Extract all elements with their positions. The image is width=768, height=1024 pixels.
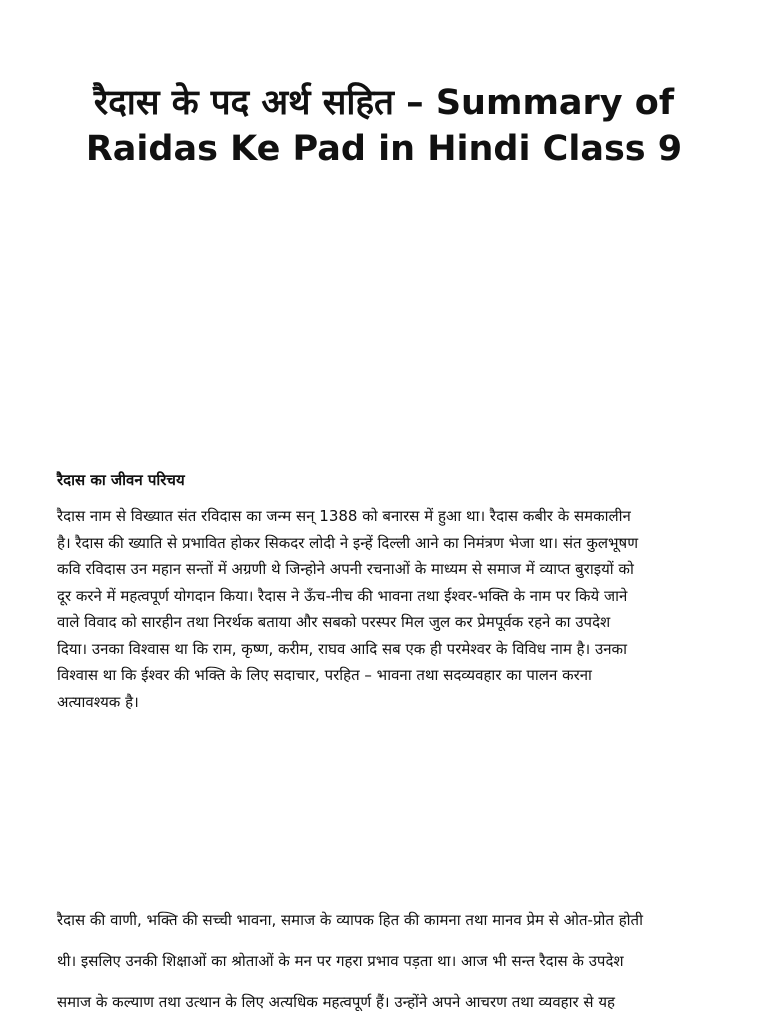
paragraph-line: वाले विवाद को सारहीन तथा निरर्थक बताया और सबको परस्पर मिल जुल कर प्रेमपूर्वक रहने का उपदेश	[57, 613, 611, 631]
paragraph-line: विश्वास था कि ईश्वर की भक्ति के लिए सदाचार, परहित – भावना तथा सदव्यवहार का पालन करना	[57, 666, 592, 684]
paragraph-line: अत्यावश्यक है।	[57, 692, 139, 711]
paragraph-line: है। रैदास की ख्याति से प्रभावित होकर सिकदर लोदी ने इन्हें दिल्ली आने का निमंत्रण भेजा था। संत कुलभूषण	[57, 533, 639, 552]
paragraph-line: थी। इसलिए उनकी शिक्षाओं का श्रोताओं के मन पर गहरा प्रभाव पड़ता था। आज भी सन्त रैदास के उपदेश	[57, 952, 624, 970]
page-title: रैदास के पद अर्थ सहित – Summary of Raidas Ke Pad in Hindi Class 9	[85, 83, 683, 169]
section-heading: रैदास का जीवन परिचय	[57, 471, 185, 489]
teachings-paragraph	[57, 900, 707, 1023]
paragraph-line: रैदास की वाणी, भक्ति की सच्ची भावना, समाज के व्यापक हित की कामना तथा मानव प्रेम से ओत-प्रोत होती	[57, 911, 643, 929]
biography-paragraph	[57, 503, 707, 715]
paragraph-line: दूर करने में महत्वपूर्ण योगदान किया। रैदास ने ऊँच-नीच की भावना तथा ईश्वर-भक्ति के नाम पर किये जाने	[57, 586, 628, 605]
paragraph-line: रैदास नाम से विख्यात संत रविदास का जन्म सन् 1388 को बनारस में हुआ था। रैदास कबीर के समकालीन	[57, 507, 631, 525]
paragraph-line: कवि रविदास उन महान सन्तों में अग्रणी थे जिन्होने अपनी रचनाओं के माध्यम से समाज में व्याप्त बुराइयों को	[57, 560, 634, 578]
paragraph-line: दिया। उनका विश्वास था कि राम, कृष्ण, करीम, राघव आदि सब एक ही परमेश्वर के विविध नाम है। उनका	[57, 639, 627, 658]
paragraph-line: समाज के कल्याण तथा उत्थान के लिए अत्यधिक महत्वपूर्ण हैं। उन्होंने अपने आचरण तथा व्यवहार से यह	[57, 993, 615, 1011]
